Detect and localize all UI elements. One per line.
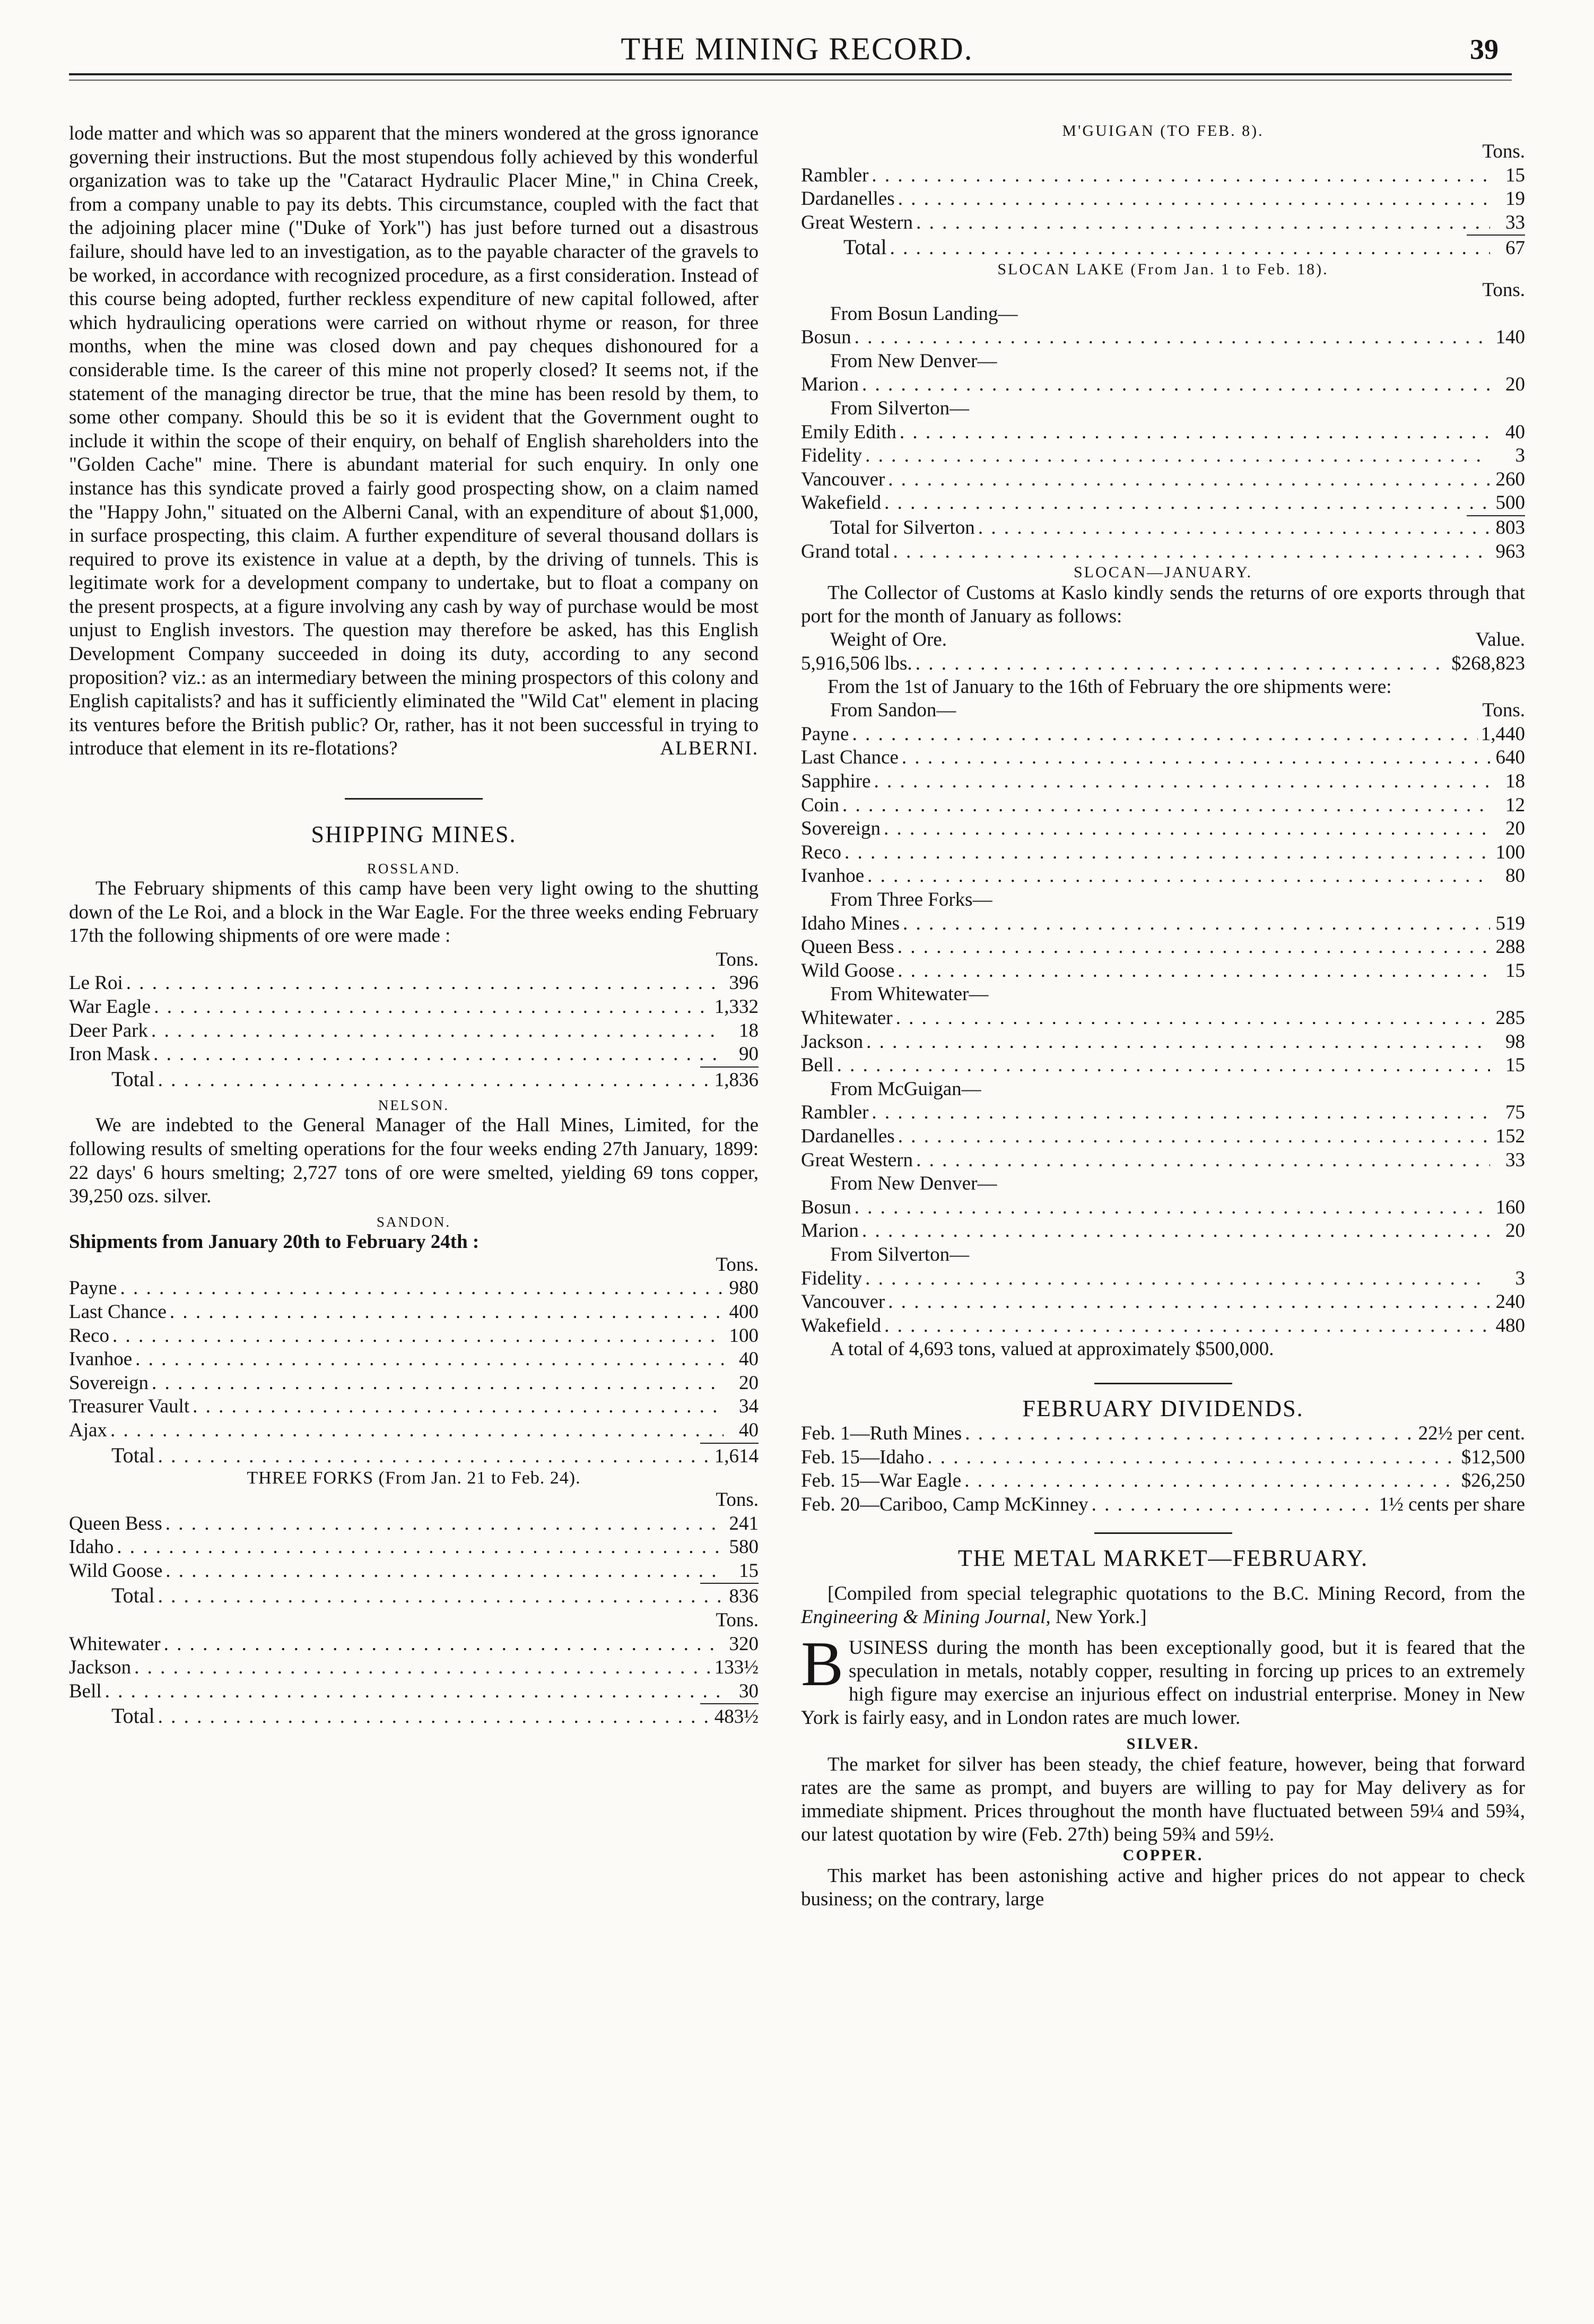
slocan-lake-table: [801, 302, 1525, 564]
weight-label: Weight of Ore.: [830, 629, 947, 651]
table-row: Idaho Mines . . . 519: [801, 912, 1525, 936]
table-row: Idaho . . . 580: [69, 1536, 759, 1559]
slocan-january-table: [801, 723, 1525, 1338]
table-row: Fidelity . . . 3: [801, 444, 1525, 468]
three-forks-unit: Tons.: [716, 1489, 759, 1511]
table-row: Ajax . . . 40: [69, 1419, 759, 1443]
metal-market-title: THE METAL MARKET—FEBRUARY.: [957, 1545, 1369, 1572]
mcguigan-unit: Tons.: [1482, 141, 1525, 162]
dividends-title: FEBRUARY DIVIDENDS.: [1022, 1395, 1304, 1421]
slocan-january-text: The Collector of Customs at Kaslo kindly sends the returns of ore exports through that port for the month of January as follows:: [801, 582, 1525, 628]
table-row: Feb. 15—War Eagle . . . $26,250: [801, 1469, 1525, 1493]
table-row: Wakefield . . . 480: [801, 1314, 1525, 1338]
total-row: Total . . . 1,836: [69, 1068, 759, 1092]
sandon-unit: Tons.: [716, 1253, 759, 1276]
sandon-table: [69, 1277, 759, 1468]
table-row: Last Chance . . . 400: [69, 1300, 759, 1324]
table-row: Marion . . . 20: [801, 373, 1525, 397]
slocan-lake-unit: Tons.: [1482, 279, 1525, 301]
group-label: From Silverton—: [830, 1243, 970, 1265]
header-rule-thin: [69, 80, 1512, 81]
copper-text: This market has been astonishing active and higher prices do not appear to check business; on the contrary, large: [801, 1865, 1525, 1911]
table-row: Emily Edith . . . 40: [801, 421, 1525, 445]
three-forks-heading: THREE FORKS (From Jan. 21 to Feb. 24).: [247, 1468, 581, 1488]
rossland-unit: Tons.: [716, 948, 759, 970]
table-row: Whitewater . . . 285: [801, 1007, 1525, 1030]
rossland-table: [69, 972, 759, 1092]
whitewater-table: [69, 1633, 759, 1729]
three-forks-table: [69, 1512, 759, 1609]
table-row: Bosun . . . 160: [801, 1196, 1525, 1220]
table-row: Queen Bess . . . 241: [69, 1512, 759, 1536]
journal-title: THE MINING RECORD.: [621, 31, 973, 66]
silver-text: The market for silver has been steady, the chief feature, however, being that forward rates are the same as prompt, and buyers are willing to pay for May delivery as for immediate shipment. Prices throughout the month have fluctuated between 59¼ and 59¾, our latest quotation by wire (Feb. 27th) being 59¾ and 59½.: [801, 1754, 1525, 1846]
table-row: Great Western . . . 33: [801, 211, 1525, 235]
table-row: Marion . . . 20: [801, 1219, 1525, 1243]
table-row: Wild Goose . . . 15: [69, 1559, 759, 1583]
table-row: Dardanelles . . . 152: [801, 1125, 1525, 1149]
table-row: Bosun . . . 140: [801, 326, 1525, 350]
group-label: From New Denver—: [830, 1173, 997, 1195]
drop-cap: B: [801, 1628, 844, 1699]
table-row: Sovereign . . . 20: [69, 1372, 759, 1395]
total-row: Total . . . 1,614: [69, 1444, 759, 1469]
table-row: Wild Goose . . . 15: [801, 959, 1525, 983]
sandon-heading: SANDON.: [376, 1213, 451, 1230]
table-row: Ivanhoe . . . 40: [69, 1348, 759, 1372]
total-row: Total . . . 483½: [69, 1704, 759, 1729]
right-column: [801, 122, 1525, 1911]
table-row: Deer Park . . . 18: [69, 1019, 759, 1043]
alberni-signature: ALBERNI.: [660, 738, 759, 760]
table-row: Rambler . . . 15: [801, 164, 1525, 188]
total-row: Total . . . 67: [801, 236, 1525, 261]
table-row: War Eagle . . . 1,332: [69, 995, 759, 1019]
header-rule: [69, 73, 1512, 75]
page-header: [0, 31, 1594, 69]
table-row: Vancouver . . . 260: [801, 468, 1525, 492]
weight-value-header: [801, 628, 1525, 652]
table-row: Vancouver . . . 240: [801, 1290, 1525, 1314]
value-label: Value.: [1475, 629, 1525, 651]
rossland-text: The February shipments of this camp have been very light owing to the shutting down of the Le Roi, and a block in the War Eagle. For the three weeks ending February 17th the following shipments of ore were made :: [69, 878, 759, 947]
table-row: Last Chance . . . 640: [801, 746, 1525, 770]
copper-heading: COPPER.: [1122, 1846, 1204, 1865]
alberni-article-text: lode matter and which was so apparent that the miners wondered at the gross ignorance governing their instructions. But the most stupendous folly achieved by this wonderful organization was to take up the "Cataract Hydraulic Placer Mine," in China Creek, from a company unable to pay its debts. This circumstance, coupled with the fact that the adjoining placer mine ("Duke of York") has just before turned out a disastrous failure, should have led to an investigation, as to the payable character of the gravels to be worked, in accordance with recognized procedure, as a first consideration. Instead of this course being adopted, further reckless expenditure of new capital followed, after which hydraulicing operations were carried on without rhyme or reason, for three months, when the mine was closed down and pay cheques dishonoured for a considerable time. Is the career of this mine not properly closed? It seems not, if the statement of the managing director be true, that the mine has been resold by them, to some other company. Should this be so it is evident that the Government ought to include it within the scope of their enquiry, on behalf of English shareholders into the "Golden Cache" mine. There is abundant material for such enquiry. In only one instance has this syndicate proved a fairly good prospecting show, on a claim named the "Happy John," situated on the Alberni Canal, with an expenditure of about $1,000, in surface prospecting, this claim. A further expenditure of several thousand dollars is required to prove its existence in value at a depth, by the driving of tunnels. This is legitimate work for a development company to undertake, but to float a company on the present prospects, at a figure involving any cash by way of purchase would be most unjust to English investors. The question may therefore be asked, has this English Development Company succeeded in doing its duty, according to any second proposition? viz.: as an intermediary between the mining prospectors of this colony and English capitalists? and has it sufficiently eliminated the "Wild Cat" element in placing its ventures before the British public? Or, rather, has it not been successful in trying to introduce that element in its re-flotations? ALBERNI.: [69, 122, 759, 761]
table-row: Payne . . . 1,440: [801, 723, 1525, 747]
compiled-note: [Compiled from special telegraphic quotations to the B.C. Mining Record, from the Engineering & Mining Journal, New York.]: [801, 1583, 1525, 1628]
nelson-heading: NELSON.: [378, 1097, 450, 1114]
group-label: From Bosun Landing—: [830, 302, 1018, 325]
whitewater-unit: Tons.: [716, 1609, 759, 1632]
slocan-summary: A total of 4,693 tons, valued at approximately $500,000.: [830, 1338, 1274, 1360]
table-row: Payne . . . 980: [69, 1277, 759, 1300]
group-label: From Whitewater—: [830, 983, 989, 1005]
group-label: From Sandon—: [830, 699, 956, 722]
table-row: Iron Mask . . . 90: [69, 1043, 759, 1066]
table-row: Reco . . . 100: [69, 1324, 759, 1348]
slocan-january-text-2: From the 1st of January to the 16th of February the ore shipments were:: [828, 676, 1392, 698]
left-column: [69, 122, 759, 1729]
table-row: Jackson . . . 133½: [69, 1656, 759, 1680]
table-row: Bell . . . 30: [69, 1680, 759, 1704]
table-row: Rambler . . . 75: [801, 1101, 1525, 1125]
mcguigan-heading: M'GUIGAN (TO FEB. 8).: [1062, 122, 1264, 140]
table-row: Feb. 15—Idaho . . . $12,500: [801, 1446, 1525, 1470]
table-row: Coin . . . 12: [801, 794, 1525, 818]
mcguigan-table: [801, 164, 1525, 261]
table-row: Sapphire . . . 18: [801, 770, 1525, 794]
metal-market-intro: BUSINESS during the month has been exceptionally good, but it is feared that the speculation in metals, notably copper, resulting in forcing up prices to an extremely high figure may exercise an injurious effect on industrial enterprise. Money in New York is fairly easy, and in London rates are much lower.: [801, 1628, 1525, 1729]
table-row: Treasurer Vault . . . 34: [69, 1395, 759, 1419]
table-row: Feb. 1—Ruth Mines . . . 22½ per cent.: [801, 1422, 1525, 1446]
from-sandon-header: [801, 699, 1525, 723]
page-number: 39: [1470, 33, 1499, 65]
group-label: From McGuigan—: [830, 1078, 981, 1100]
total-row: Grand total . . . 963: [801, 540, 1525, 564]
total-row: Total for Silverton . . . 803: [801, 516, 1525, 540]
shipping-mines-title: SHIPPING MINES.: [311, 821, 517, 848]
sandon-subheading: Shipments from January 20th to February 24th :: [69, 1230, 480, 1253]
group-label: From Silverton—: [830, 397, 970, 419]
silver-heading: SILVER.: [1126, 1735, 1200, 1753]
group-label: From New Denver—: [830, 350, 997, 372]
dividends-table: [801, 1422, 1525, 1516]
table-row: Reco . . . 100: [801, 841, 1525, 865]
table-row: Fidelity . . . 3: [801, 1267, 1525, 1291]
rossland-heading: ROSSLAND.: [367, 861, 461, 877]
table-row: Great Western . . . 33: [801, 1149, 1525, 1173]
table-row: Queen Bess . . . 288: [801, 935, 1525, 959]
table-row: Sovereign . . . 20: [801, 817, 1525, 841]
table-row: Whitewater . . . 320: [69, 1633, 759, 1657]
table-row: Ivanhoe . . . 80: [801, 864, 1525, 888]
group-label: From Three Forks—: [830, 889, 992, 911]
table-row: Dardanelles . . . 19: [801, 187, 1525, 211]
weight-value-row: 5,916,506 lbs. . . . $268,823: [801, 652, 1525, 676]
slocan-lake-heading: SLOCAN LAKE (From Jan. 1 to Feb. 18).: [997, 260, 1329, 278]
slocan-january-heading: SLOCAN—JANUARY.: [1073, 563, 1252, 582]
table-row: Jackson . . . 98: [801, 1030, 1525, 1054]
table-row: Le Roi . . . 396: [69, 972, 759, 995]
slocan-january-unit: Tons.: [1482, 699, 1525, 722]
table-row: Bell . . . 15: [801, 1054, 1525, 1078]
nelson-text: We are indebted to the General Manager of the Hall Mines, Limited, for the following results of smelting operations for the four weeks ending 27th January, 1899: 22 days' 6 hours smelting; 2,727 tons of ore were smelted, yielding 69 tons copper, 39,250 ozs. silver.: [69, 1114, 759, 1208]
total-row: Total . . . 836: [69, 1584, 759, 1609]
table-row: Wakefield . . . 500: [801, 491, 1525, 515]
table-row: Feb. 20—Cariboo, Camp McKinney . . . 1½ cents per share: [801, 1493, 1525, 1517]
